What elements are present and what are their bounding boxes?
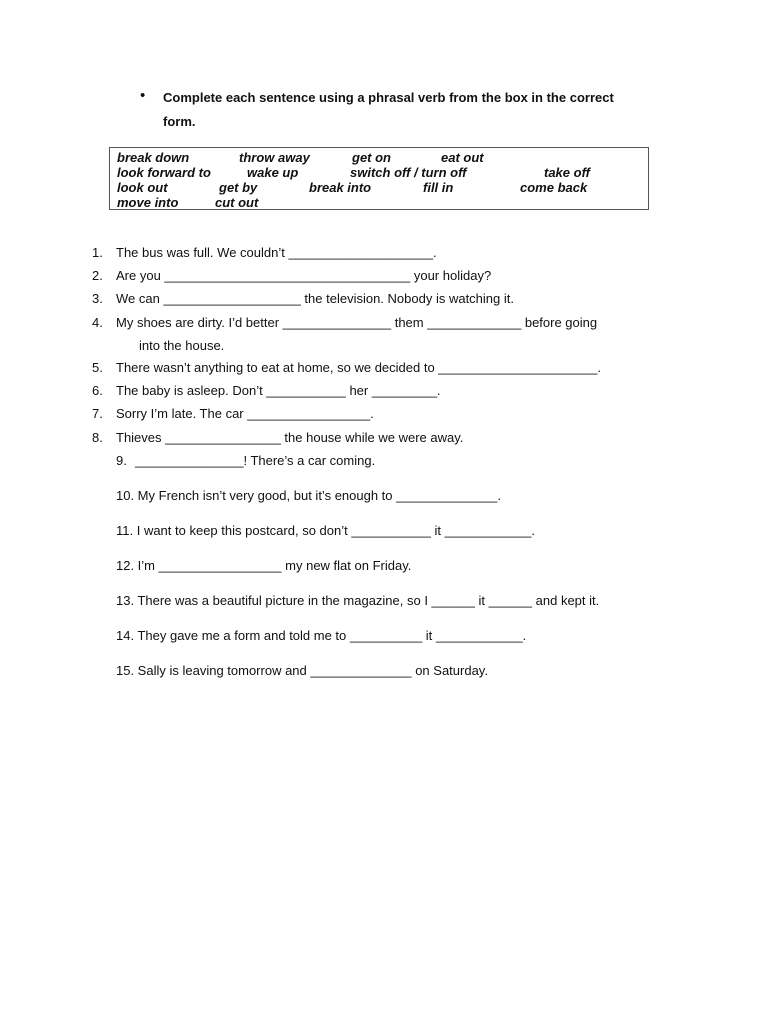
sentence-text: My shoes are dirty. I’d better _______________ them _____________ before going — [116, 315, 598, 330]
sentence-number: 2. — [92, 268, 103, 283]
verb-item: come back — [520, 180, 588, 195]
verb-item: switch off / turn off — [350, 165, 467, 180]
sentence-text: 12. I’m _________________ my new flat on Friday. — [116, 558, 412, 573]
sentence-continuation: into the house. — [139, 338, 225, 353]
verb-item: break into — [309, 180, 372, 195]
sentence-text: Are you __________________________________ your holiday? — [116, 268, 492, 283]
sentence-text: The baby is asleep. Don’t ___________ her _________. — [116, 383, 441, 398]
sentence-number: 6. — [92, 383, 103, 398]
sentence-text: 13. There was a beautiful picture in the magazine, so I ______ it ______ and kept it. — [116, 593, 600, 608]
sentence-text: The bus was full. We couldn’t ____________________. — [116, 245, 437, 260]
sentence-text: Sorry I’m late. The car _________________. — [116, 406, 374, 421]
sentence-text: There wasn’t anything to eat at home, so we decided to ______________________. — [116, 360, 601, 375]
phrasal-verb-box — [109, 147, 649, 210]
sentence-number: 4. — [92, 315, 103, 330]
verb-item: cut out — [215, 195, 259, 210]
verb-item: get by — [219, 180, 258, 195]
verb-item: eat out — [441, 150, 484, 165]
verb-item: break down — [117, 150, 190, 165]
verb-item: wake up — [247, 165, 299, 180]
sentence-text: We can ___________________ the television. Nobody is watching it. — [116, 291, 514, 306]
sentence-number: 3. — [92, 291, 103, 306]
sentence-text: 10. My French isn’t very good, but it’s enough to ______________. — [116, 488, 501, 503]
sentence-text: 11. I want to keep this postcard, so don’t ___________ it ____________. — [116, 523, 535, 538]
verb-item: throw away — [239, 150, 310, 165]
verb-item: look out — [117, 180, 168, 195]
sentence-number: 9. — [116, 453, 127, 468]
verb-item: look forward to — [117, 165, 211, 180]
sentence-text: _______________! There’s a car coming. — [135, 453, 376, 468]
verb-item: move into — [117, 195, 179, 210]
sentence-text: 15. Sally is leaving tomorrow and ______________ on Saturday. — [116, 663, 488, 678]
instruction-text: Complete each sentence using a phrasal verb from the box in the correct form. — [163, 90, 614, 129]
sentence-number: 5. — [92, 360, 103, 375]
sentence-text: 14. They gave me a form and told me to __________ it ____________. — [116, 628, 527, 643]
verb-item: get on — [352, 150, 391, 165]
verb-item: fill in — [423, 180, 454, 195]
sentence-number: 1. — [92, 245, 103, 260]
sentence-number: 7. — [92, 406, 103, 421]
bullet-icon: • — [140, 87, 146, 104]
sentence-text: Thieves ________________ the house while we were away. — [116, 430, 464, 445]
sentence-number: 8. — [92, 430, 103, 445]
verb-item: take off — [544, 165, 590, 180]
